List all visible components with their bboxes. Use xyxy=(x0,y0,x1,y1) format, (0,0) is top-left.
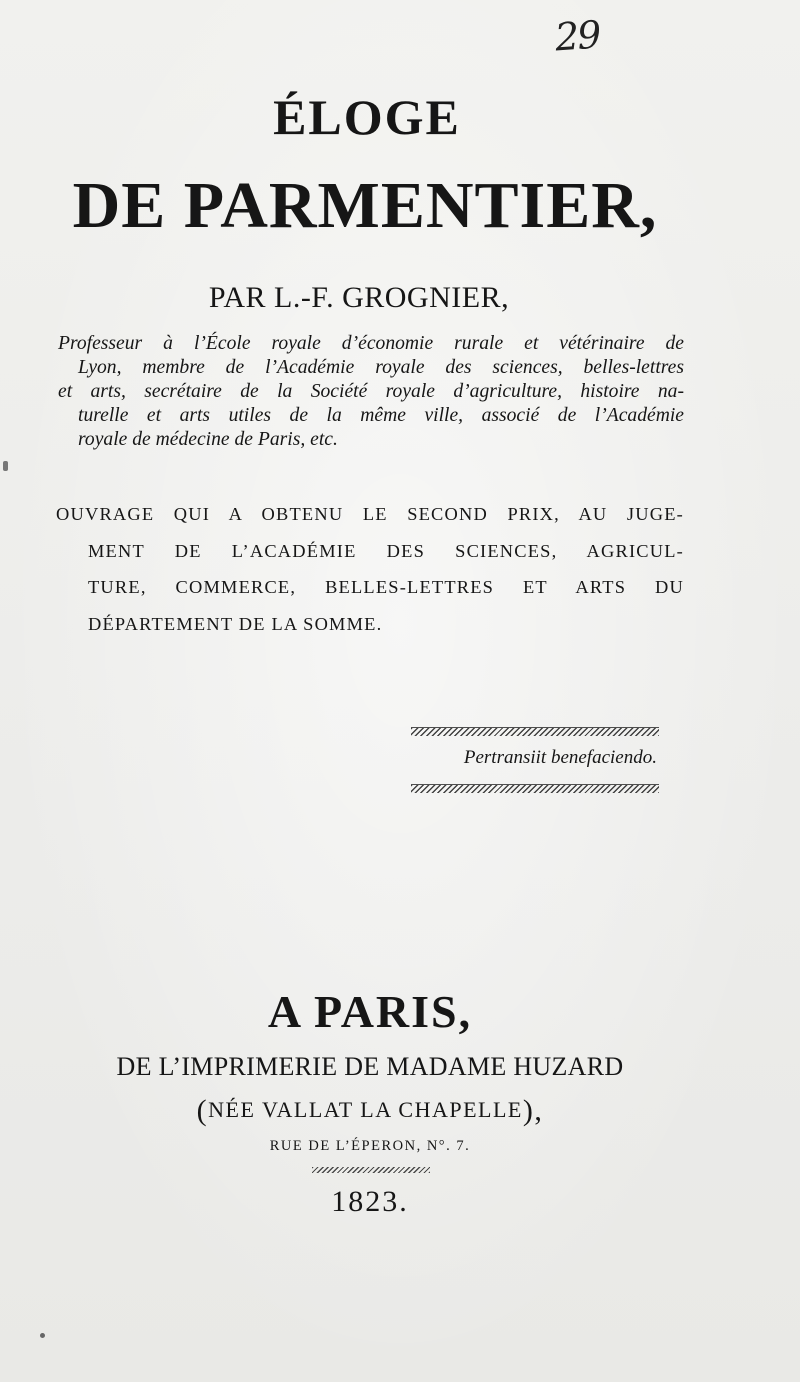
imprint-printer: DE L’IMPRIMERIE DE MADAME HUZARD xyxy=(116,1052,624,1081)
credentials-line: royale de médecine de Paris, etc. xyxy=(78,429,338,450)
title-line-eloge: ÉLOGE xyxy=(273,89,461,145)
ornamental-rule-top xyxy=(411,727,659,736)
ornamental-rule-small xyxy=(312,1167,430,1173)
ornamental-rule-bottom xyxy=(411,784,659,793)
credentials-line: Professeur à l’École royale d’économie rurale et vétérinaire de xyxy=(58,333,684,354)
verso-bleed-through xyxy=(60,640,700,686)
prize-line: MENT DE L’ACADÉMIE DES SCIENCES, AGRICUL- xyxy=(88,540,684,561)
handwritten-folio-number: 29 xyxy=(553,12,601,60)
title-line-subject: DE PARMENTIER, xyxy=(72,169,658,242)
paper-spot xyxy=(40,1333,45,1338)
paper-edge-mark xyxy=(3,461,8,471)
imprint-street: RUE DE L’ÉPERON, N°. 7. xyxy=(269,1138,471,1154)
prize-line: TURE, COMMERCE, BELLES-LETTRES ET ARTS DU xyxy=(88,577,684,597)
imprint-place: A PARIS, xyxy=(267,986,473,1037)
prize-line: OUVRAGE QUI A OBTENU LE SECOND PRIX, AU JUGE- xyxy=(56,504,684,524)
credentials-line: Lyon, membre de l’Académie royale des sciences, belles-lettres xyxy=(78,357,684,378)
prize-line: DÉPARTEMENT DE LA SOMME. xyxy=(88,613,383,634)
prize-statement xyxy=(56,496,684,642)
author-line: PAR L.-F. GROGNIER, xyxy=(208,281,510,314)
imprint-nee-text: NÉE VALLAT LA CHAPELLE xyxy=(208,1097,523,1122)
epigraph-text: Pertransiit benefaciendo. xyxy=(463,747,657,768)
author-credentials xyxy=(58,332,684,452)
credentials-line: turelle et arts utiles de la même ville, associé de l’Académie xyxy=(78,405,684,426)
epigraph-frame xyxy=(411,727,659,793)
imprint-nee-line: (NÉE VALLAT LA CHAPELLE), xyxy=(196,1094,544,1127)
imprint-year: 1823. xyxy=(331,1185,409,1218)
credentials-line: et arts, secrétaire de la Société royale d’agriculture, histoire na- xyxy=(58,381,684,402)
